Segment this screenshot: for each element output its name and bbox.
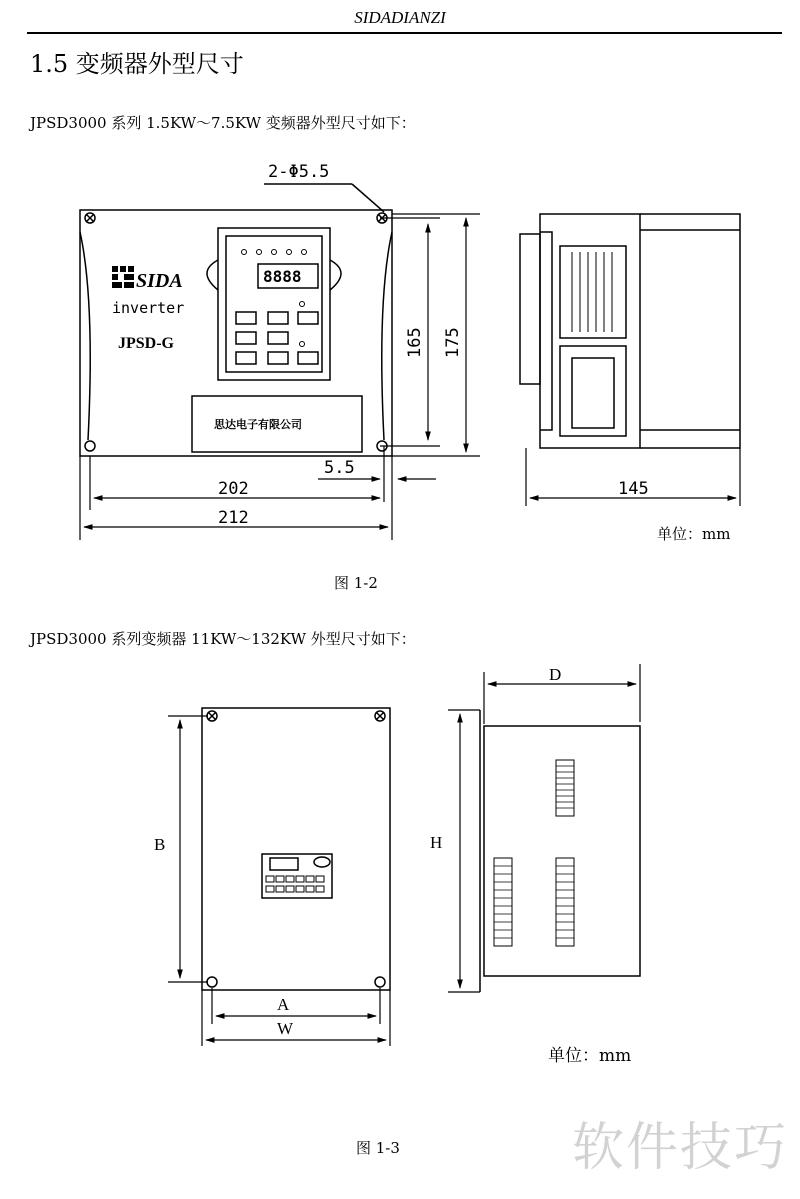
large-front-view [202, 708, 390, 990]
vent-slots [494, 760, 574, 946]
dim-inner-width: 202 [218, 479, 249, 499]
logo-text: SIDA [136, 270, 183, 292]
header-brand: SIDADIANZI [354, 8, 446, 27]
dim-label-a: A [277, 995, 290, 1014]
product-word: inverter [112, 299, 185, 317]
hole-label: 2-Φ5.5 [268, 162, 330, 182]
figure1-intro: JPSD3000 系列 1.5KW～7.5KW 变频器外型尺寸如下： [30, 114, 416, 132]
dim-depth: 145 [618, 479, 649, 499]
dim-outer-width: 212 [218, 508, 249, 528]
keypad-keys [236, 312, 318, 364]
dim-hole-offset: 5.5 [324, 458, 355, 478]
figure1-drawing [0, 140, 800, 560]
dim-label-w: W [277, 1019, 294, 1038]
section-title: 1.5 变频器外型尺寸 [30, 50, 244, 78]
figure2-caption: 图 1-3 [356, 1139, 400, 1157]
dim-label-d: D [549, 665, 562, 684]
header-rule [27, 32, 782, 34]
sida-logo-mark [112, 266, 134, 288]
figure1-caption: 图 1-2 [334, 574, 378, 592]
figure2-drawing [0, 650, 800, 1070]
dim-label-b: B [154, 835, 166, 854]
dim-label-h: H [430, 833, 443, 852]
dim-inner-height: 165 [405, 327, 425, 358]
display-digits: 8888 [263, 267, 302, 286]
figure2-unit: 单位：mm [548, 1046, 632, 1066]
dim-outer-height: 175 [443, 327, 463, 358]
side-view [520, 214, 740, 448]
figure2-intro: JPSD3000 系列变频器 11KW～132KW 外型尺寸如下： [30, 630, 416, 648]
company-name: 思达电子有限公司 [214, 418, 302, 431]
model-name: JPSD-G [118, 335, 174, 352]
large-keypad-keys [266, 876, 324, 892]
large-side-view [480, 710, 640, 992]
watermark-text: 软件技巧 [571, 1118, 788, 1178]
figure1-unit: 单位：mm [657, 525, 731, 543]
